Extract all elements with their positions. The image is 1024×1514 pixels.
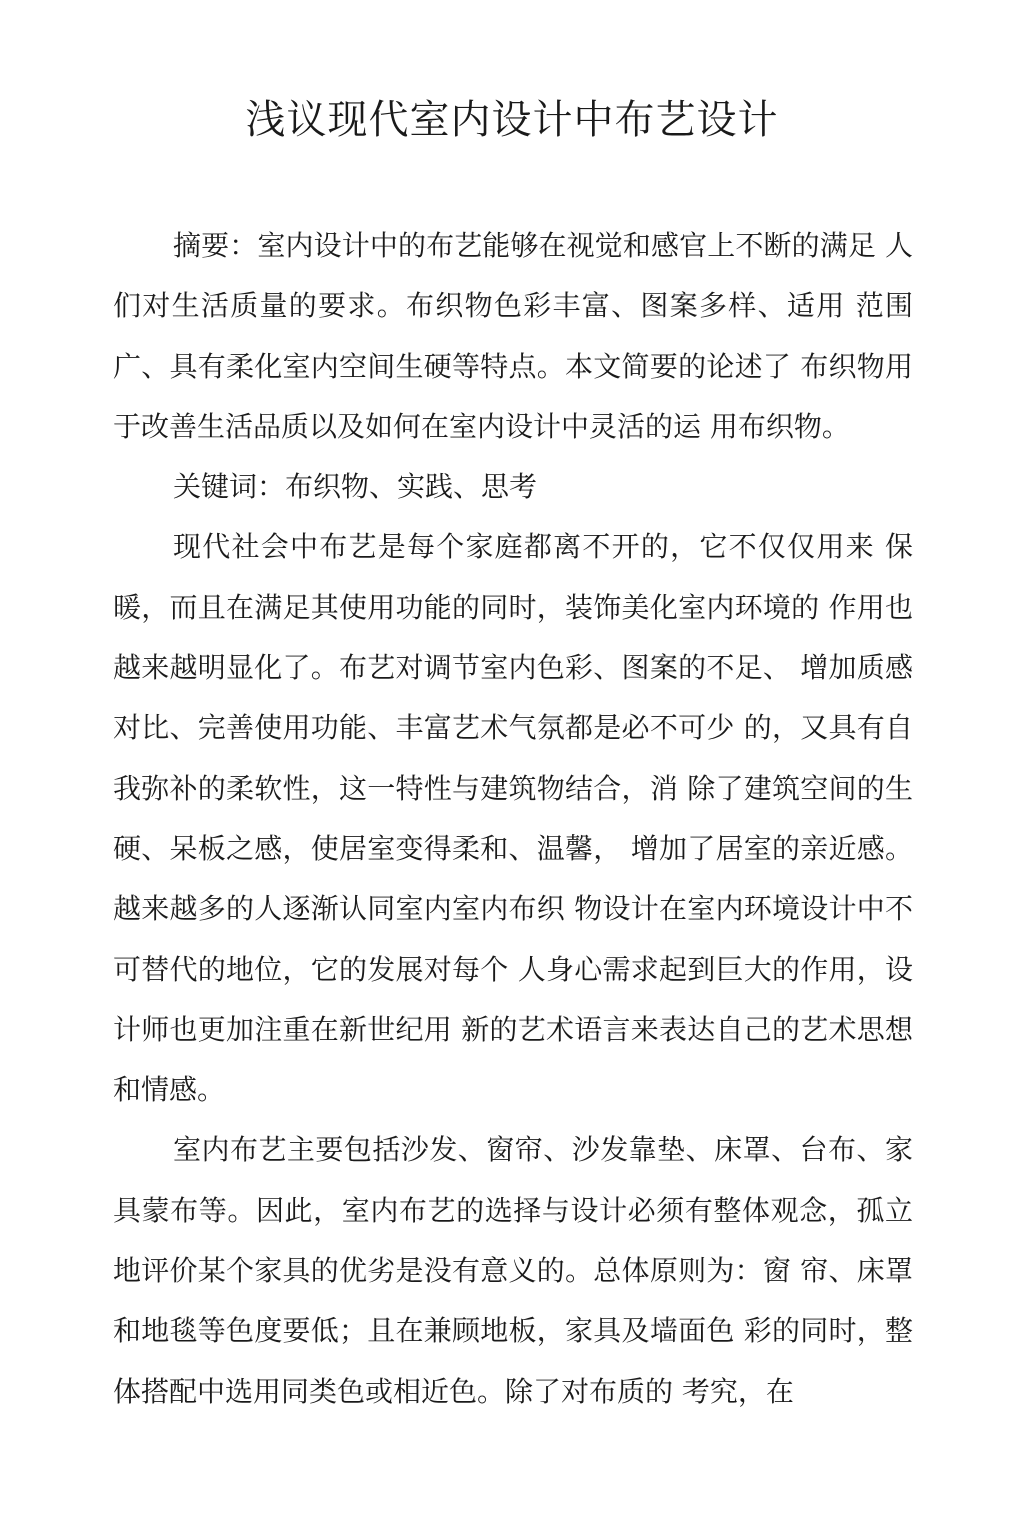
body-paragraph: 现代社会中布艺是每个家庭都离不开的，它不仅仅用来 保暖，而且在满足其使用功能的同时，装饰美化室内环境的 作用也越来越明显化了。布艺对调节室内色彩、图案的不足、 增加质感对比、完善使用功能、丰富艺术气氛都是必不可少 的，又具有自我弥补的柔软性，这一特性与建筑物结合，消 除了建筑空间的生硬、呆板之感，使居室变得柔和、温馨， 增加了居室的亲近感。越来越多的人逐渐认同室内室内布织 物设计在室内环境设计中不可替代的地位，它的发展对每个 人身心需求起到巨大的作用，设计师也更加注重在新世纪用 新的艺术语言来表达自己的艺术思想和情感。	[113, 530, 913, 1107]
body-paragraph: 室内布艺主要包括沙发、窗帘、沙发靠垫、床罩、台布、家具蒙布等。因此，室内布艺的选择与设计必须有整体观念，孤立地评价某个家具的优劣是没有意义的。总体原则为：窗 帘、床罩和地毯等色度要低；且在兼顾地板，家具及墙面色 彩的同时，整体搭配中选用同类色或相近色。除了对布质的 考究，在	[113, 1133, 913, 1408]
keywords-line: 关键词：布织物、实践、思考	[173, 470, 538, 504]
document-title: 浅议现代室内设计中布艺设计	[245, 97, 779, 143]
abstract-paragraph: 摘要：室内设计中的布艺能够在视觉和感官上不断的满足 人们对生活质量的要求。布织物色彩丰富、图案多样、适用 范围广、具有柔化室内空间生硬等特点。本文简要的论述了 布织物用于改善生活品质以及如何在室内设计中灵活的运 用布织物。	[113, 229, 913, 443]
document-body	[113, 216, 913, 1422]
